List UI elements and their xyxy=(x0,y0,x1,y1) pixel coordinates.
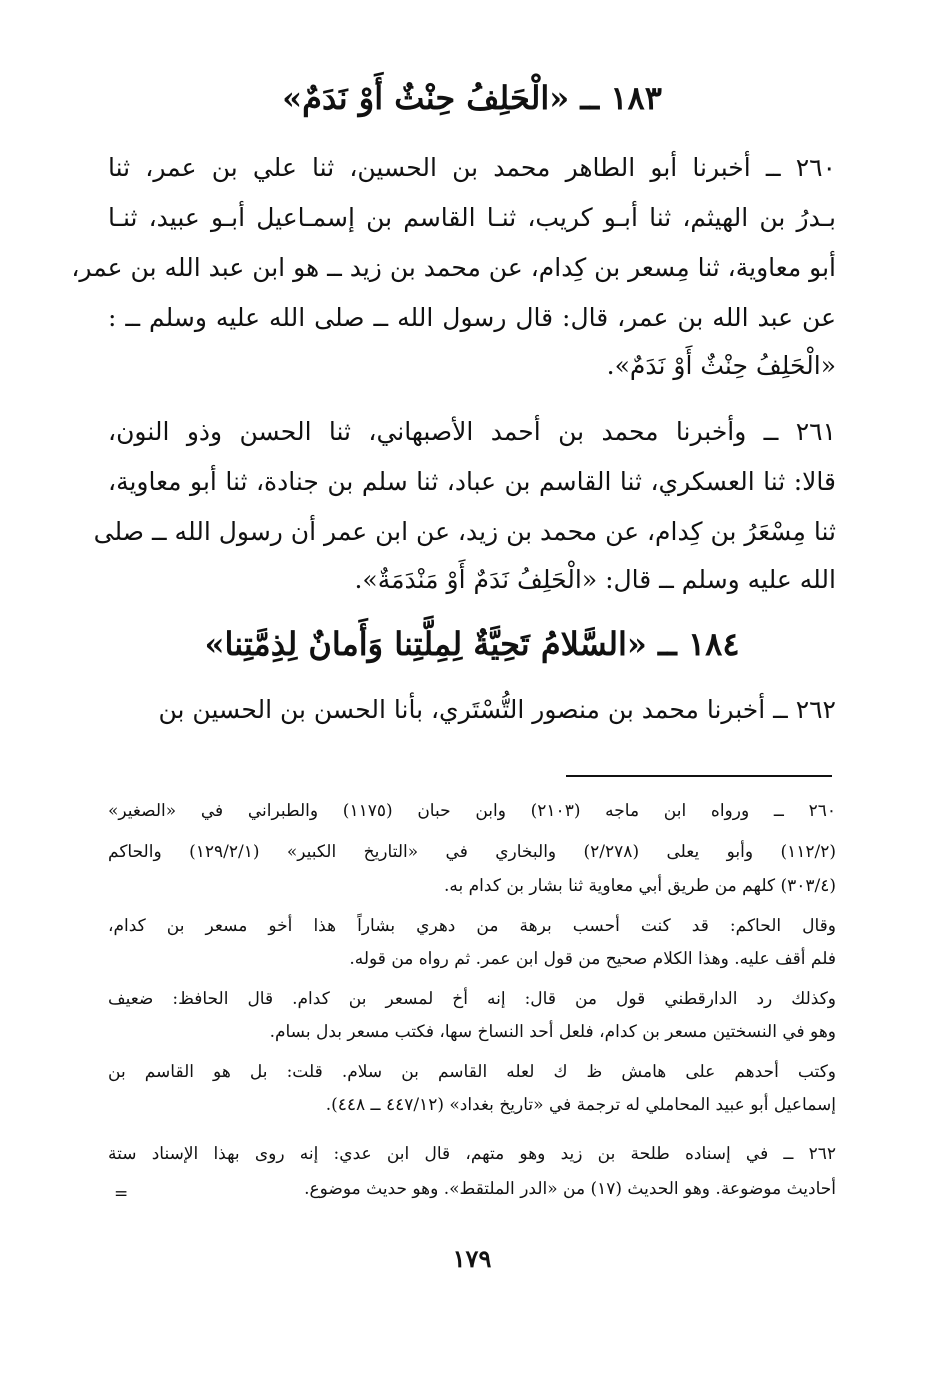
footnote-line: أحاديث موضوعة. وهو الحديث (١٧) من «الدر الملتقط». وهو حديث موضوع. xyxy=(304,1179,836,1199)
footnote-separator xyxy=(566,775,832,777)
text-line: قالا: ثنا العسكري، ثنا القاسم بن عباد، ثنا سلم بن جنادة، ثنا أبو معاوية، xyxy=(108,467,836,496)
footnote-line: وقال الحاكم: قد كنت أحسب برهة من دهري بشاراً هذا أخو مسعر بن كدام، xyxy=(108,916,836,936)
section-heading-184: ١٨٤ ــ «السَّلامُ تَحِيَّةٌ لِمِلَّتِنا وَأَمانٌ لِذِمَّتِنا» xyxy=(204,625,740,663)
footnote-line: ٢٦٠ ــ ورواه ابن ماجه (٢١٠٣) وابن حبان (١١٧٥) والطبراني في «الصغير» xyxy=(108,801,836,821)
text-line: الله عليه وسلم ــ قال: «الْحَلِفُ نَدَمٌ أَوْ مَنْدَمَةٌ». xyxy=(354,565,836,594)
continuation-mark: = xyxy=(114,1184,129,1204)
footnote-line: فلم أقف عليه. وهذا الكلام صحيح من قول ابن عمر. ثم رواه من قوله. xyxy=(349,949,836,969)
text-line: عن عبد الله بن عمر، قال: قال رسول الله ــ صلى الله عليه وسلم ــ : xyxy=(108,303,836,332)
footnote-line: وهو في النسختين مسعر بن كدام، فلعل أحد النساخ سها، فكتب مسعر بدل بسام. xyxy=(269,1022,836,1042)
text-line: ٢٦٢ ــ أخبرنا محمد بن منصور التُّسْتَري، بأنا الحسن بن الحسين بن xyxy=(158,695,836,724)
section-heading-183: ١٨٣ ــ «الْحَلِفُ حِنْثٌ أَوْ نَدَمٌ» xyxy=(282,79,662,117)
text-line: بـدرُ بن الهيثم، ثنا أبـو كريب، ثنـا القاسم بن إسمـاعيل أبـو عبيد، ثنـا xyxy=(108,203,836,232)
text-line: ٢٦١ ــ وأخبرنا محمد بن أحمد الأصبهاني، ثنا الحسن وذو النون، xyxy=(108,417,836,446)
footnote-line: (٣٠٣/٤) كلهم من طريق أبي معاوية ثنا بشار بن كدام به. xyxy=(444,876,836,896)
page-number: ١٧٩ xyxy=(452,1244,492,1273)
text-line: ثنا مِسْعَرُ بن كِدام، عن محمد بن زيد، عن ابن عمر أن رسول الله ــ صلى xyxy=(93,517,836,546)
text-line: «الْحَلِفُ حِنْثٌ أَوْ نَدَمٌ». xyxy=(606,351,836,380)
text-line: أبو معاوية، ثنا مِسعر بن كِدام، عن محمد بن زيد ــ هو ابن عبد الله بن عمر، xyxy=(71,253,836,282)
footnote-line: إسماعيل أبو عبيد المحاملي له ترجمة في «تاريخ بغداد» (٤٤٧/١٢ ــ ٤٤٨). xyxy=(325,1095,836,1115)
footnote-line: وكذلك رد الدارقطني قول من قال: إنه أخ لمسعر بن كدام. قال الحافظ: ضعيف xyxy=(108,989,836,1009)
footnote-line: (١١٢/٢) وأبو يعلى (٢/٢٧٨) والبخاري في «التاريخ الكبير» (١٢٩/٢/١) والحاكم xyxy=(108,842,836,862)
footnote-line: ٢٦٢ ــ في إسناده طلحة بن زيد وهو متهم، قال ابن عدي: إنه روى بهذا الإسناد ستة xyxy=(108,1144,836,1164)
footnote-line: وكتب أحدهم على هامش ظ ك لعله القاسم بن سلام. قلت: بل هو القاسم بن xyxy=(108,1062,836,1082)
text-line: ٢٦٠ ــ أخبرنا أبو الطاهر محمد بن الحسين، ثنا علي بن عمر، ثنا xyxy=(108,153,836,182)
